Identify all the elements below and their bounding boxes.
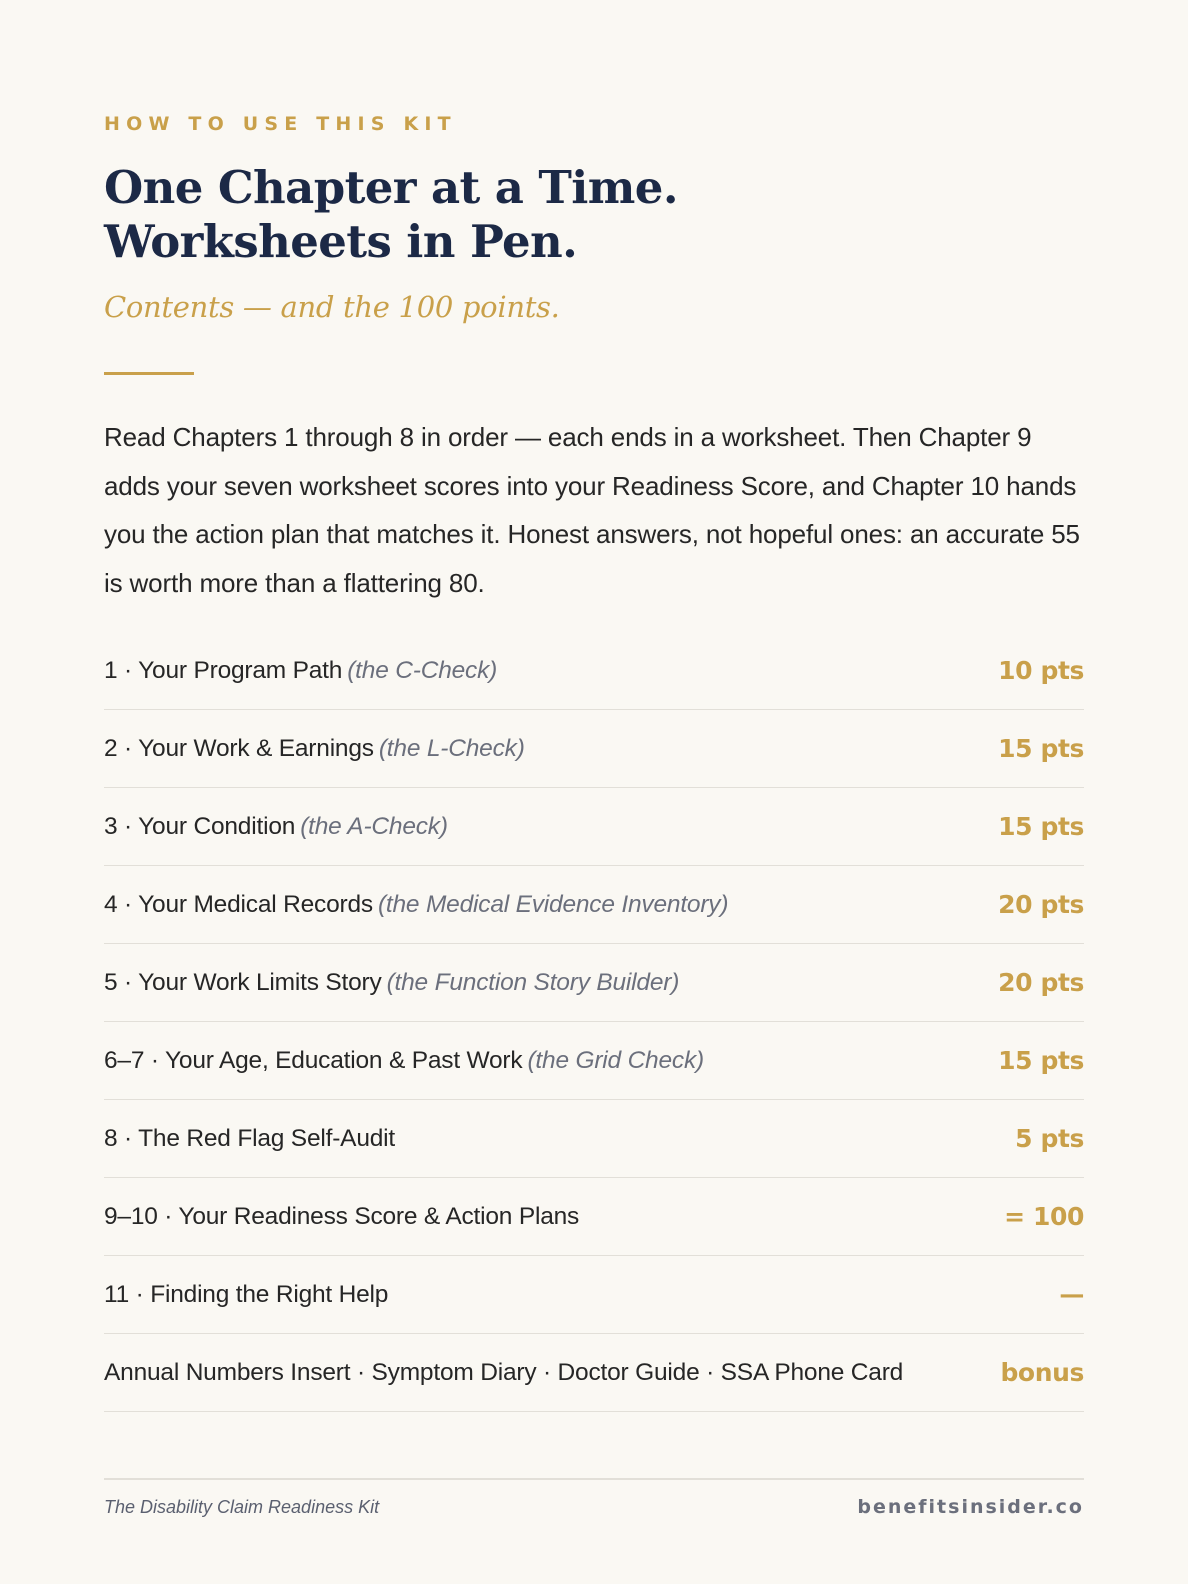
footer-kit-name: The Disability Claim Readiness Kit xyxy=(104,1497,380,1517)
worksheet-note: (the Medical Evidence Inventory) xyxy=(377,890,729,918)
chapter-label: 1 · Your Program Path xyxy=(104,656,343,684)
contents-page xyxy=(104,0,1084,1584)
contents-row xyxy=(104,1178,1084,1256)
contents-row xyxy=(104,632,1084,710)
chapter-label: 5 · Your Work Limits Story xyxy=(104,968,382,996)
chapter-label: 3 · Your Condition xyxy=(104,812,296,840)
contents-row xyxy=(104,1022,1084,1100)
page-subtitle: Contents — and the 100 points. xyxy=(104,290,560,324)
points-value: 10 pts xyxy=(998,656,1084,685)
title-line-2: Worksheets in Pen. xyxy=(104,215,578,268)
contents-row xyxy=(104,1100,1084,1178)
worksheet-note: (the Function Story Builder) xyxy=(386,968,680,996)
worksheet-note: (the A-Check) xyxy=(300,812,448,840)
points-value: 20 pts xyxy=(998,968,1084,997)
title-line-1: One Chapter at a Time. xyxy=(104,161,678,214)
worksheet-note: (the L-Check) xyxy=(378,734,525,762)
chapter-label: Annual Numbers Insert · Symptom Diary · Doctor Guide · SSA Phone Card xyxy=(104,1358,904,1386)
chapter-title xyxy=(104,969,679,997)
accent-divider xyxy=(104,372,194,375)
chapter-label: 9–10 · Your Readiness Score & Action Plans xyxy=(104,1202,580,1230)
worksheet-note: (the C-Check) xyxy=(347,656,498,684)
points-value: 15 pts xyxy=(998,812,1084,841)
points-value: = 100 xyxy=(1004,1202,1084,1231)
contents-row xyxy=(104,788,1084,866)
contents-row xyxy=(104,1334,1084,1412)
page-title xyxy=(104,161,678,269)
chapter-title xyxy=(104,657,497,685)
chapter-title xyxy=(104,1203,579,1231)
points-value: bonus xyxy=(1000,1358,1084,1387)
chapter-title xyxy=(104,813,448,841)
points-value: 5 pts xyxy=(1015,1124,1084,1153)
footer-site: benefitsinsider.co xyxy=(857,1496,1084,1518)
contents-list xyxy=(104,632,1084,1412)
chapter-title xyxy=(104,1281,388,1309)
eyebrow-label: HOW TO USE THIS KIT xyxy=(104,113,457,135)
chapter-title xyxy=(104,1125,395,1153)
chapter-title xyxy=(104,1359,903,1387)
contents-row xyxy=(104,1256,1084,1334)
chapter-label: 11 · Finding the Right Help xyxy=(104,1280,389,1308)
contents-row xyxy=(104,866,1084,944)
chapter-label: 4 · Your Medical Records xyxy=(104,890,373,918)
points-value: 20 pts xyxy=(998,890,1084,919)
worksheet-note: (the Grid Check) xyxy=(527,1046,704,1074)
chapter-label: 8 · The Red Flag Self-Audit xyxy=(104,1124,396,1152)
points-value: 15 pts xyxy=(998,1046,1084,1075)
points-value: — xyxy=(1059,1280,1084,1309)
footer-divider xyxy=(104,1478,1084,1480)
chapter-label: 2 · Your Work & Earnings xyxy=(104,734,374,762)
chapter-title xyxy=(104,1047,704,1075)
contents-row xyxy=(104,710,1084,788)
chapter-label: 6–7 · Your Age, Education & Past Work xyxy=(104,1046,523,1074)
intro-paragraph: Read Chapters 1 through 8 in order — each ends in a worksheet. Then Chapter 9 adds your seven worksheet scores into your Readiness Score, and Chapter 10 hands you the action plan that matches it. Honest answers, not hopeful ones: an accurate 55 is worth more than a flattering 80. xyxy=(104,422,1080,598)
points-value: 15 pts xyxy=(998,734,1084,763)
chapter-title xyxy=(104,891,728,919)
contents-row xyxy=(104,944,1084,1022)
chapter-title xyxy=(104,735,525,763)
